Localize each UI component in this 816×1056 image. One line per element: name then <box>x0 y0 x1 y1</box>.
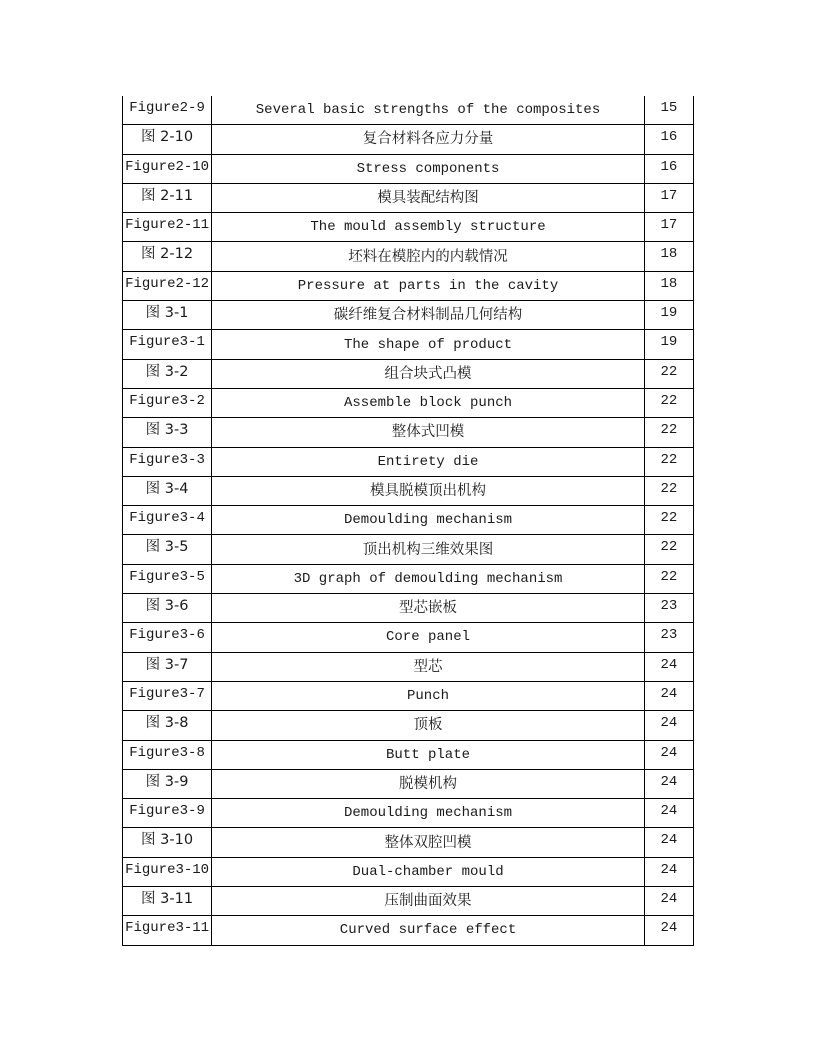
figure-list-row <box>123 594 694 623</box>
figure-list-row <box>123 506 694 535</box>
figure-list-row <box>123 857 694 886</box>
figure-number: Figure3-2 <box>123 388 212 417</box>
page-number: 18 <box>644 271 693 300</box>
page-number: 24 <box>644 857 693 886</box>
figure-title: 压制曲面效果 <box>212 887 645 916</box>
figure-title: 顶出机构三维效果图 <box>212 535 645 564</box>
page-number: 24 <box>644 740 693 769</box>
figure-title: Butt plate <box>212 740 645 769</box>
figure-number: 图 3-5 <box>123 535 212 564</box>
figure-list-row <box>123 740 694 769</box>
page-number: 24 <box>644 769 693 798</box>
figure-number: Figure3-4 <box>123 506 212 535</box>
figure-list-row <box>123 418 694 447</box>
page-number: 24 <box>644 711 693 740</box>
figure-number: Figure3-8 <box>123 740 212 769</box>
figure-number: Figure3-6 <box>123 623 212 652</box>
figure-number: 图 3-11 <box>123 887 212 916</box>
figure-list-row <box>123 799 694 828</box>
figure-list-row <box>123 125 694 154</box>
page-number: 22 <box>644 564 693 593</box>
page-number: 24 <box>644 887 693 916</box>
figure-list-row <box>123 535 694 564</box>
page-number: 22 <box>644 506 693 535</box>
figure-number: 图 3-3 <box>123 418 212 447</box>
figure-title: Curved surface effect <box>212 916 645 945</box>
figure-list-row <box>123 769 694 798</box>
page-number: 22 <box>644 447 693 476</box>
figure-list-row <box>123 213 694 242</box>
figure-number: 图 3-1 <box>123 301 212 330</box>
figure-list-row <box>123 183 694 212</box>
figure-number: Figure2-11 <box>123 213 212 242</box>
page-number: 24 <box>644 681 693 710</box>
figure-title: Core panel <box>212 623 645 652</box>
page-number: 22 <box>644 359 693 388</box>
figure-number: 图 3-2 <box>123 359 212 388</box>
figure-title: 模具装配结构图 <box>212 183 645 212</box>
figure-title: The mould assembly structure <box>212 213 645 242</box>
figure-number: 图 2-12 <box>123 242 212 271</box>
figure-list-row <box>123 681 694 710</box>
figure-list-row <box>123 96 694 125</box>
page-number: 22 <box>644 388 693 417</box>
figure-number: Figure2-12 <box>123 271 212 300</box>
figure-title: Entirety die <box>212 447 645 476</box>
figure-list-row <box>123 242 694 271</box>
figure-list-row <box>123 828 694 857</box>
figure-list-row <box>123 359 694 388</box>
page-number: 23 <box>644 594 693 623</box>
figure-title: Several basic strengths of the composites <box>212 96 645 125</box>
figure-title: 3D graph of demoulding mechanism <box>212 564 645 593</box>
figure-title: Stress components <box>212 154 645 183</box>
figure-list-row <box>123 330 694 359</box>
figure-list-row <box>123 564 694 593</box>
figure-list-row <box>123 711 694 740</box>
figure-list-row <box>123 887 694 916</box>
figure-number: Figure3-5 <box>123 564 212 593</box>
figure-title: 整体双腔凹模 <box>212 828 645 857</box>
figure-number: 图 3-4 <box>123 476 212 505</box>
page-number: 19 <box>644 330 693 359</box>
figure-title: 碳纤维复合材料制品几何结构 <box>212 301 645 330</box>
figure-list-row <box>123 652 694 681</box>
figure-title: 顶板 <box>212 711 645 740</box>
figure-title: 型芯 <box>212 652 645 681</box>
figure-list-row <box>123 154 694 183</box>
figure-number: 图 3-9 <box>123 769 212 798</box>
figure-title: Demoulding mechanism <box>212 506 645 535</box>
page-number: 22 <box>644 476 693 505</box>
figure-list-row <box>123 476 694 505</box>
figure-number: Figure3-7 <box>123 681 212 710</box>
figure-number: 图 2-11 <box>123 183 212 212</box>
figure-title: 脱模机构 <box>212 769 645 798</box>
figure-list-row <box>123 388 694 417</box>
figure-number: Figure3-10 <box>123 857 212 886</box>
figure-number: Figure2-10 <box>123 154 212 183</box>
figure-number: 图 2-10 <box>123 125 212 154</box>
figure-title: Demoulding mechanism <box>212 799 645 828</box>
figure-list-row <box>123 271 694 300</box>
figure-number: 图 3-10 <box>123 828 212 857</box>
figure-list-row <box>123 623 694 652</box>
figure-number: Figure3-3 <box>123 447 212 476</box>
figure-title: 复合材料各应力分量 <box>212 125 645 154</box>
figure-title: Dual-chamber mould <box>212 857 645 886</box>
figure-number: Figure3-1 <box>123 330 212 359</box>
figure-title: The shape of product <box>212 330 645 359</box>
figure-title: Pressure at parts in the cavity <box>212 271 645 300</box>
figure-list-row <box>123 916 694 945</box>
figure-list-body <box>123 96 694 945</box>
page-number: 19 <box>644 301 693 330</box>
figure-title: 坯料在模腔内的内载情况 <box>212 242 645 271</box>
page-number: 15 <box>644 96 693 125</box>
page-number: 22 <box>644 418 693 447</box>
figure-title: 组合块式凸模 <box>212 359 645 388</box>
figure-list-row <box>123 447 694 476</box>
page-number: 24 <box>644 916 693 945</box>
figure-title: Assemble block punch <box>212 388 645 417</box>
figure-list-table <box>122 96 694 946</box>
page-number: 24 <box>644 799 693 828</box>
page-number: 18 <box>644 242 693 271</box>
page-number: 17 <box>644 213 693 242</box>
page-number: 16 <box>644 125 693 154</box>
page-number: 23 <box>644 623 693 652</box>
figure-number: 图 3-7 <box>123 652 212 681</box>
page-number: 22 <box>644 535 693 564</box>
page-number: 24 <box>644 652 693 681</box>
page-number: 24 <box>644 828 693 857</box>
page-number: 17 <box>644 183 693 212</box>
figure-number: Figure3-9 <box>123 799 212 828</box>
page-number: 16 <box>644 154 693 183</box>
figure-title: 型芯嵌板 <box>212 594 645 623</box>
figure-list-row <box>123 301 694 330</box>
figure-title: Punch <box>212 681 645 710</box>
figure-number: 图 3-6 <box>123 594 212 623</box>
figure-number: Figure3-11 <box>123 916 212 945</box>
figure-title: 模具脱模顶出机构 <box>212 476 645 505</box>
figure-number: 图 3-8 <box>123 711 212 740</box>
figure-number: Figure2-9 <box>123 96 212 125</box>
figure-title: 整体式凹模 <box>212 418 645 447</box>
